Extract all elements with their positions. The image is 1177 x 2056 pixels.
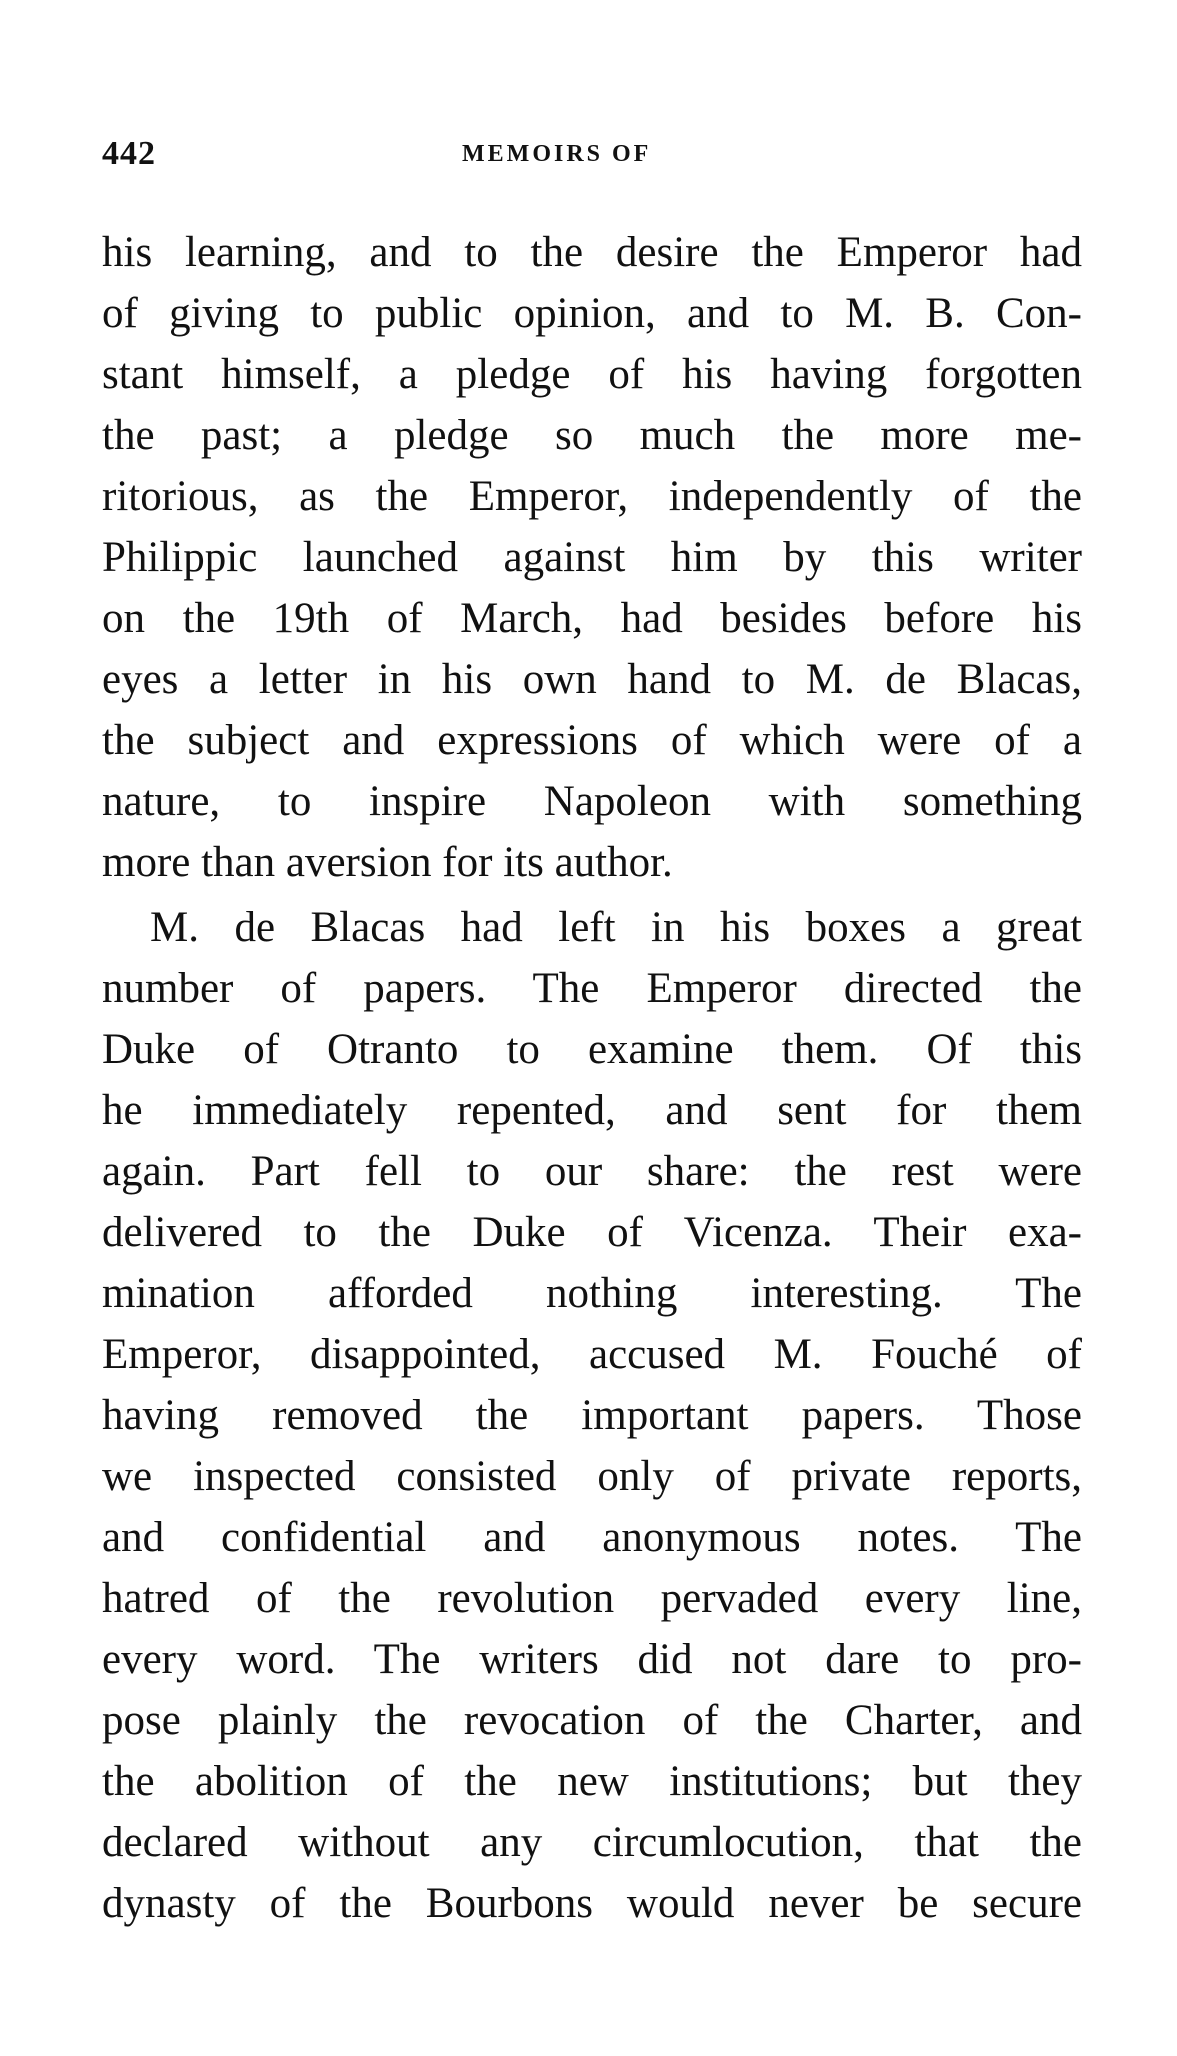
- text-line: the subject and expressions of which were of a: [102, 717, 1082, 764]
- page-number: 442: [102, 135, 156, 172]
- text-line: pose plainly the revocation of the Charter, and: [102, 1697, 1082, 1744]
- text-line: having removed the important papers. Those: [102, 1392, 1082, 1439]
- text-line: more than aversion for its author.: [102, 839, 673, 886]
- paragraph-1: [102, 222, 1082, 893]
- text-line: he immediately repented, and sent for them: [102, 1087, 1082, 1134]
- text-line: number of papers. The Emperor directed the: [102, 965, 1082, 1012]
- text-line: M. de Blacas had left in his boxes a great: [150, 904, 1082, 951]
- text-line: ritorious, as the Emperor, independently of the: [102, 473, 1082, 520]
- text-line: delivered to the Duke of Vicenza. Their exa-: [102, 1209, 1082, 1256]
- text-line: Philippic launched against him by this writer: [102, 534, 1082, 581]
- text-line: Emperor, disappointed, accused M. Fouché of: [102, 1331, 1082, 1378]
- text-line: of giving to public opinion, and to M. B. Con-: [102, 290, 1082, 337]
- text-line: dynasty of the Bourbons would never be secure: [102, 1880, 1082, 1927]
- text-line: we inspected consisted only of private reports,: [102, 1453, 1082, 1500]
- text-line: hatred of the revolution pervaded every line,: [102, 1575, 1082, 1622]
- text-line: again. Part fell to our share: the rest were: [102, 1148, 1082, 1195]
- running-title: MEMOIRS OF: [462, 141, 652, 167]
- text-line: the past; a pledge so much the more me-: [102, 412, 1082, 459]
- text-line: his learning, and to the desire the Emperor had: [102, 229, 1082, 276]
- text-line: every word. The writers did not dare to pro-: [102, 1636, 1082, 1683]
- text-line: declared without any circumlocution, that the: [102, 1819, 1082, 1866]
- body-text: [102, 222, 1082, 1934]
- text-line: nature, to inspire Napoleon with something: [102, 778, 1082, 825]
- text-line: Duke of Otranto to examine them. Of this: [102, 1026, 1082, 1073]
- text-line: the abolition of the new institutions; but they: [102, 1758, 1082, 1805]
- paragraph-2: [102, 897, 1082, 1934]
- running-head: [102, 135, 1082, 175]
- text-line: stant himself, a pledge of his having forgotten: [102, 351, 1082, 398]
- text-line: mination afforded nothing interesting. The: [102, 1270, 1082, 1317]
- text-line: on the 19th of March, had besides before his: [102, 595, 1082, 642]
- text-line: and confidential and anonymous notes. The: [102, 1514, 1082, 1561]
- text-line: eyes a letter in his own hand to M. de Blacas,: [102, 656, 1082, 703]
